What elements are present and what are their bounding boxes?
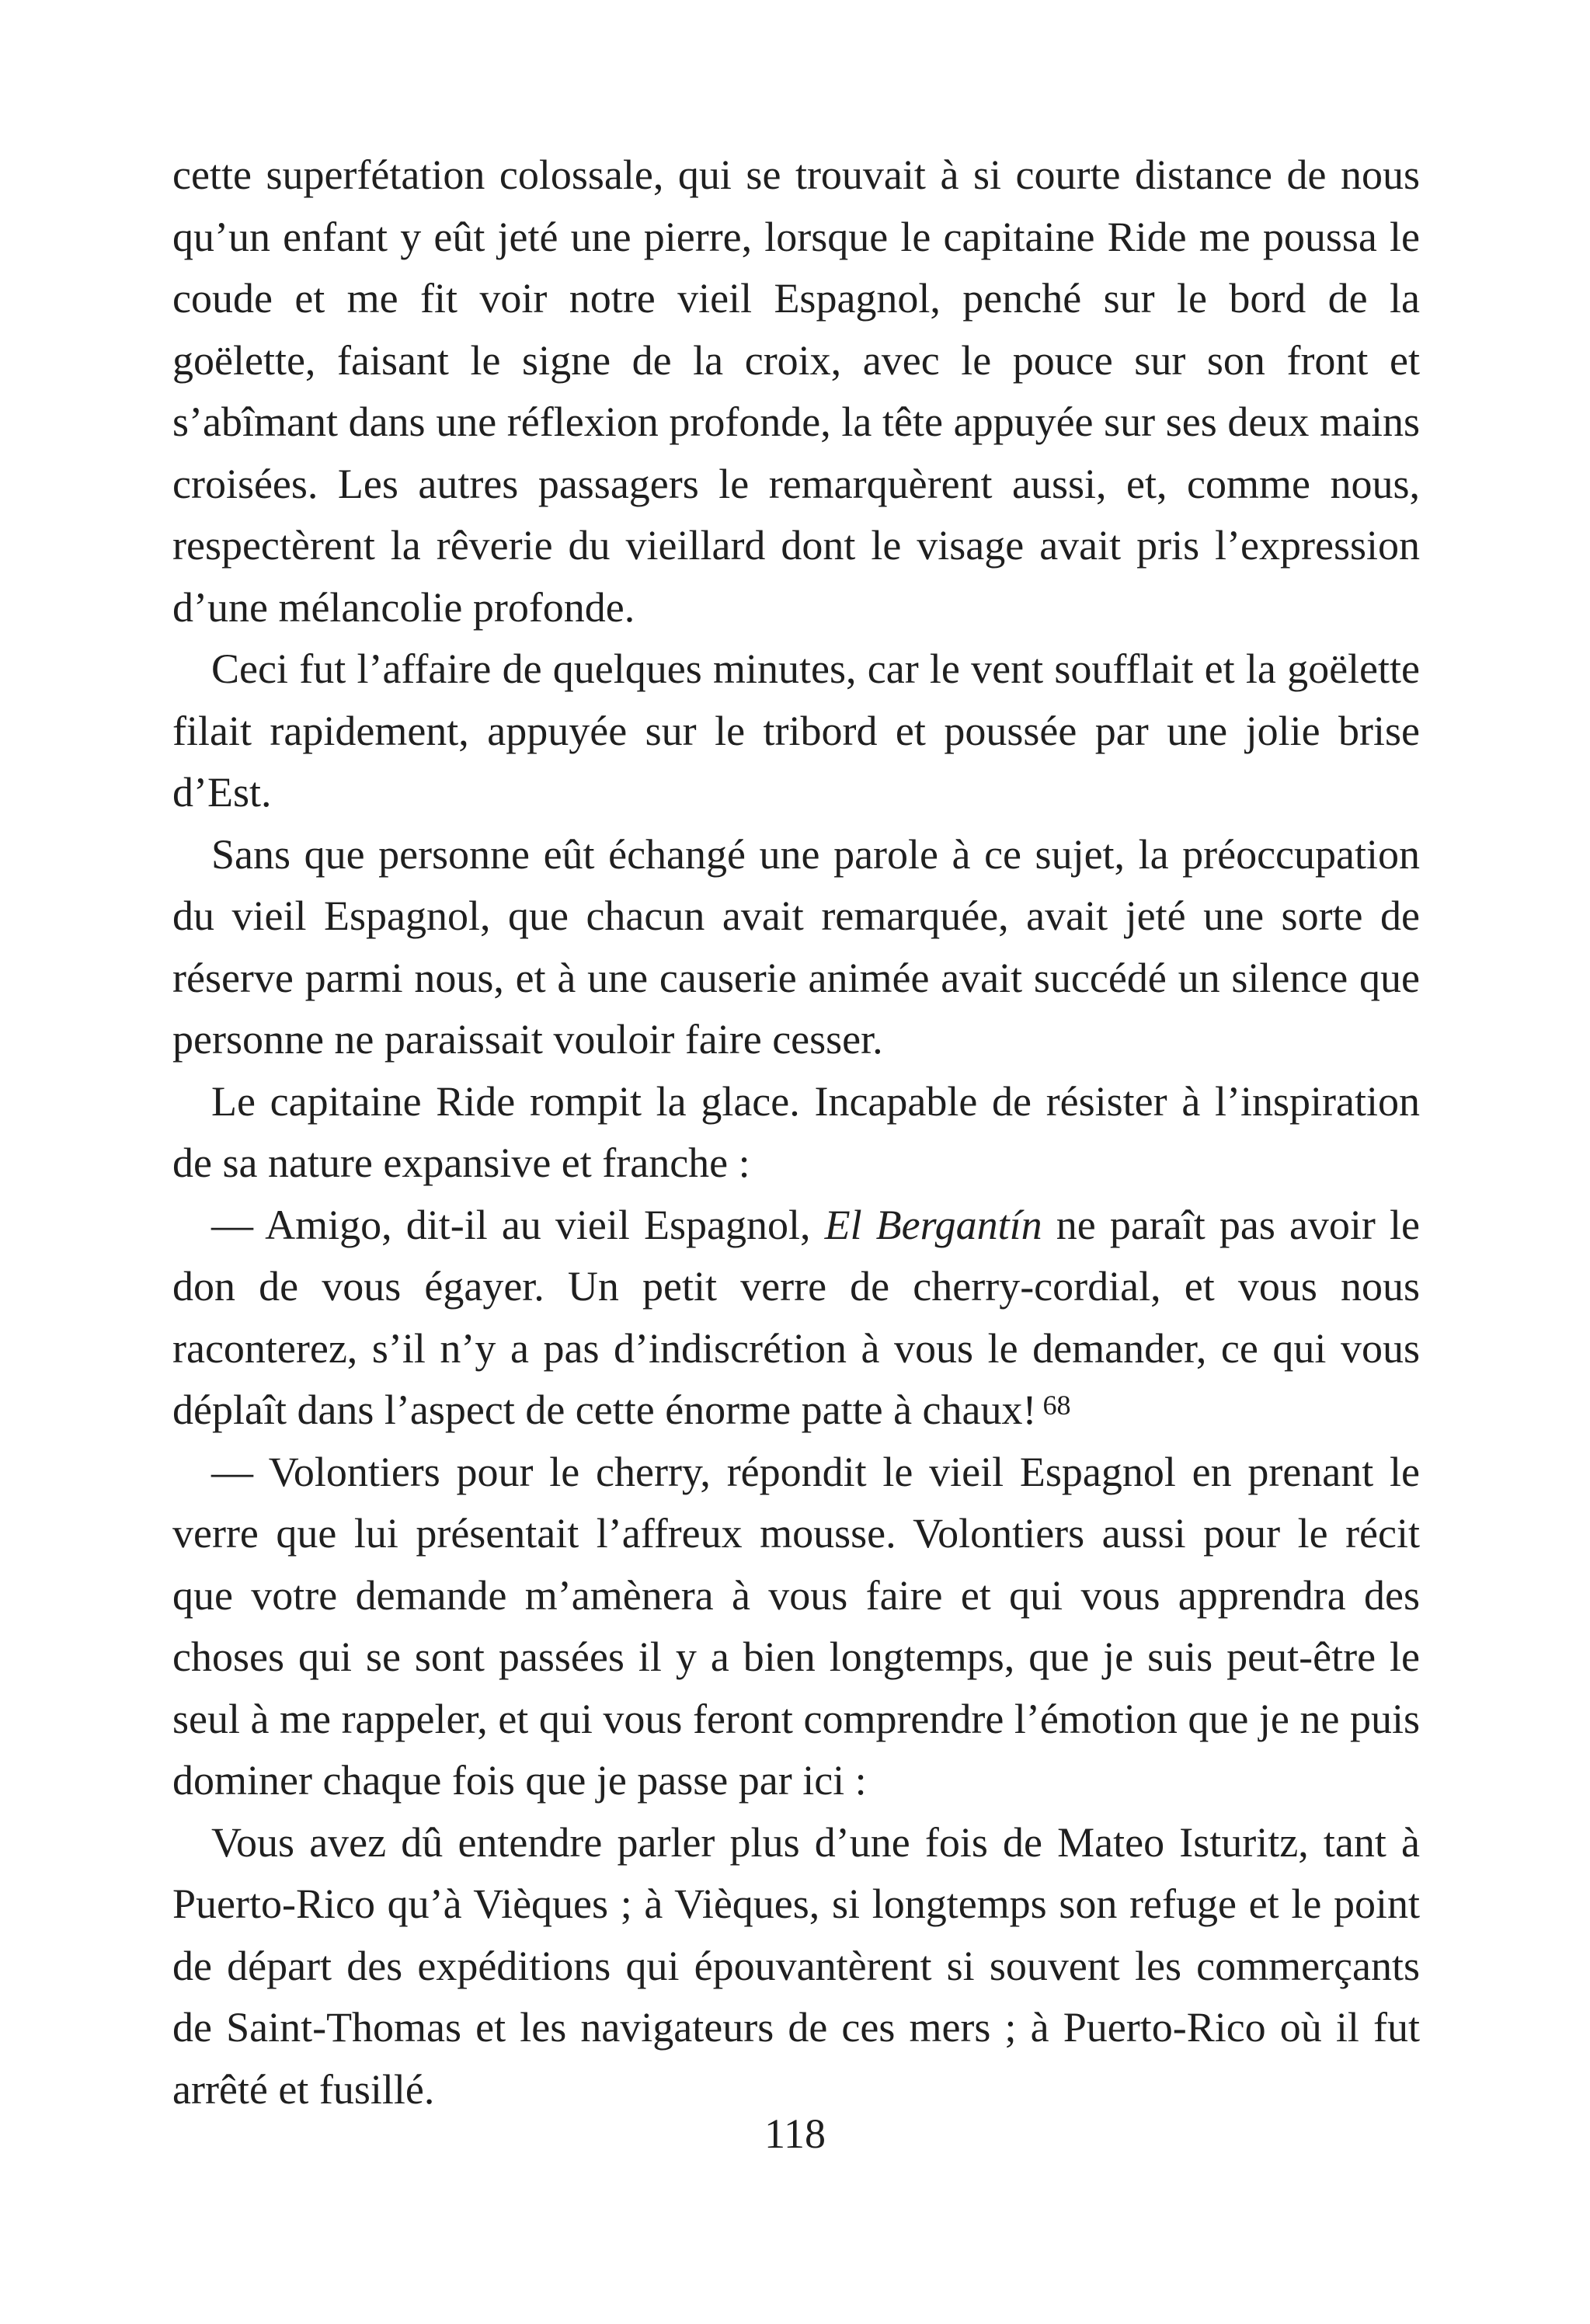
footnote-reference[interactable]: 68 — [1042, 1390, 1071, 1421]
ship-name-italic: El Bergantín — [824, 1201, 1042, 1248]
paragraph-5 — [172, 1195, 1420, 1442]
paragraph-2: Ceci fut l’affaire de quelques minutes, car le vent soufflait et la goëlette filait rapidement, appuyée sur le tribord et poussée par une jolie brise d’Est. — [172, 645, 1420, 816]
dialogue-text-start: — Amigo, dit-il au vieil Espagnol, — [211, 1201, 825, 1248]
paragraph-7: Vous avez dû entendre parler plus d’une fois de Mateo Isturitz, tant à Puerto-Rico qu’à Vièques ; à Vièques, si longtemps son refuge et le point de départ des expéditions qui épouvantèrent si souvent les commerçants de Saint-Thomas et les navigateurs de ces mers ; à Puerto-Rico où il fut arrêté et fusillé. — [172, 1818, 1420, 2113]
body-text — [172, 144, 1420, 2120]
paragraph-3: Sans que personne eût échangé une parole à ce sujet, la préoccupation du vieil Espagnol, que chacun avait remarquée, avait jeté une sorte de réserve parmi nous, et à une causerie animée avait succédé un silence que personne ne paraissait vouloir faire cesser. — [172, 830, 1420, 1063]
page-number: 118 — [764, 2110, 826, 2157]
paragraph-6: — Volontiers pour le cherry, répondit le vieil Espagnol en prenant le verre que lui présentait l’affreux mousse. Volontiers aussi pour le récit que votre demande m’amènera à vous faire et qui vous apprendra des choses qui se sont passées il y a bien longtemps, que je suis peut-être le seul à me rappeler, et qui vous feront comprendre l’émotion que je ne puis dominer chaque fois que je passe par ici : — [172, 1448, 1420, 1804]
dialogue-text-end: ne paraît pas avoir le don de vous égayer. Un petit verre de cherry-cordial, et vous nous raconterez, s’il n’y a pas d’indiscrétion à vous le demander, ce qui vous déplaît dans l’aspect de cette énorme patte à chaux! — [172, 1201, 1420, 1433]
paragraph-1: cette superfétation colossale, qui se trouvait à si courte distance de nous qu’un enfant y eût jeté une pierre, lorsque le capitaine Ride me poussa le coude et me fit voir notre vieil Espagnol, penché sur le bord de la goëlette, faisant le signe de la croix, avec le pouce sur son front et s’abîmant dans une réflexion profonde, la tête appuyée sur ses deux mains croisées. Les autres passagers le remarquèrent aussi, et, comme nous, respectèrent la rêverie du vieillard dont le visage avait pris l’expression d’une mélancolie profonde. — [172, 151, 1420, 631]
paragraph-4: Le capitaine Ride rompit la glace. Incapable de résister à l’inspiration de sa nature expansive et franche : — [172, 1077, 1420, 1186]
